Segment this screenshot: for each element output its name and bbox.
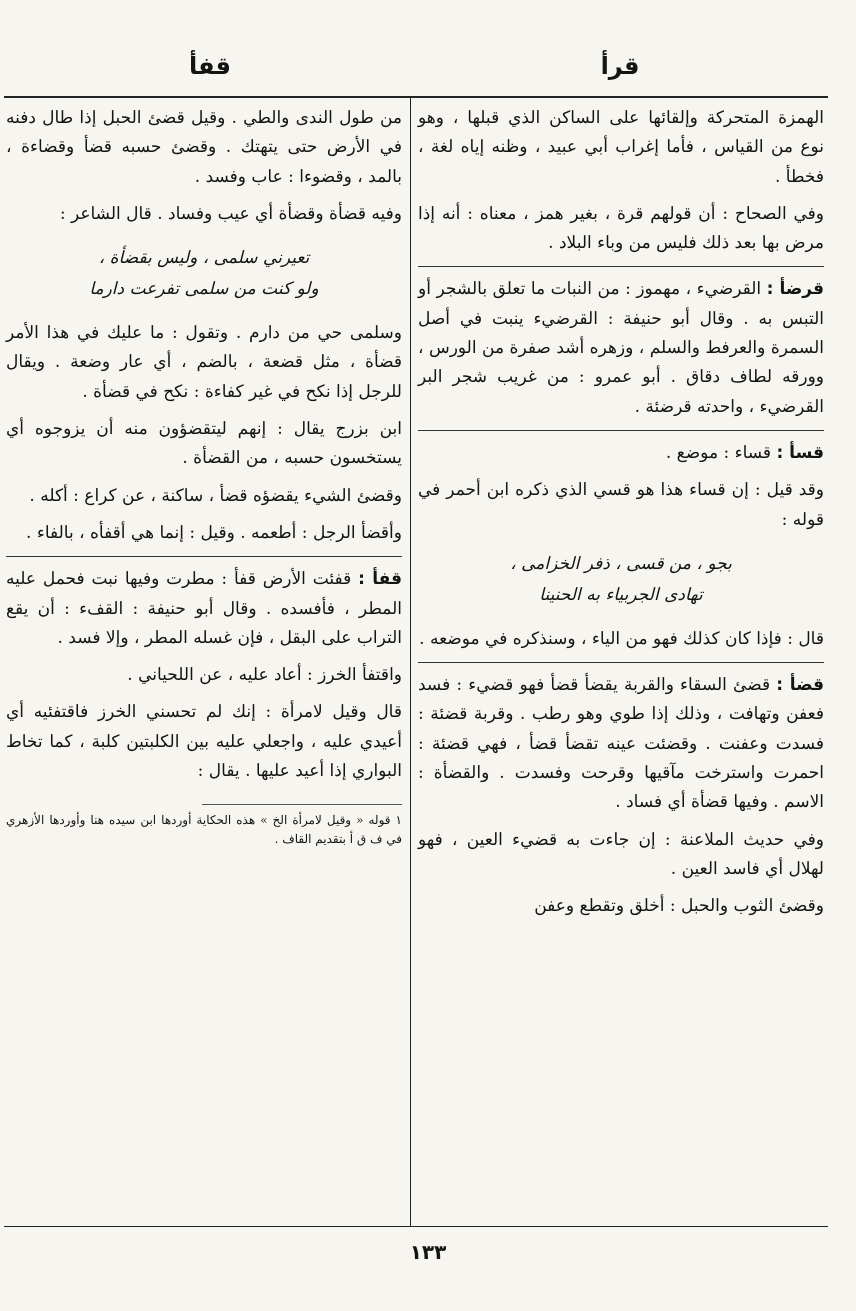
right-column xyxy=(418,104,824,930)
running-head-left: قفأ xyxy=(189,52,231,80)
paragraph: وقد قيل : إن قساء هذا هو قسي الذي ذكره ابن أحمر في قوله : xyxy=(418,480,824,530)
footnote-rule xyxy=(202,804,402,805)
paragraph: قال : فإذا كان كذلك فهو من الياء ، وسنذكره في موضعه . xyxy=(419,628,824,649)
paragraph: ابن بزرج يقال : إنهم ليتقضؤون منه أن يزوجوه أي يستخسون حسبه ، من القضأة . xyxy=(6,419,402,469)
verse-line: تهادى الجربياء به الحنينا xyxy=(539,584,703,605)
footer-rule xyxy=(4,1226,828,1227)
paragraph: وفي الصحاح : أن قولهم قرة ، بغير همز ، معناه : أنه إذا مرض بها بعد ذلك فليس من وباء البلاد . xyxy=(418,203,824,254)
paragraph: وفيه قضأة وقضأة أي عيب وفساد . قال الشاعر : xyxy=(59,203,402,224)
entry-body: قساء : موضع . xyxy=(665,442,772,463)
verse xyxy=(6,243,402,305)
running-head-right: قرأ xyxy=(600,52,640,80)
verse-line: تعيرني سلمى ، وليس بقضأة ، xyxy=(98,248,310,269)
verse-line: بجو ، من قسى ، ذفر الخزامى ، xyxy=(510,553,732,574)
entry-qurd xyxy=(418,266,824,421)
paragraph: وفي حديث الملاعنة : إن جاءت به قضيء العين ، فهو لهلال أي فاسد العين . xyxy=(418,829,824,879)
column-divider xyxy=(410,98,411,1226)
paragraph: وقضئ الشيء يقضؤه قضأ ، ساكنة ، عن كراع : أكله . xyxy=(29,485,402,506)
verse-line: ولو كنت من سلمى تفرعت دارما xyxy=(89,279,319,300)
left-column xyxy=(6,104,402,857)
paragraph: وسلمى حي من دارم . وتقول : ما عليك في هذا الأمر قضأة ، مثل قضعة ، بالضم ، أي عار وضعة . ويقال للرجل إذا نكح في غير كفاءة : نكح في قضأة . xyxy=(6,323,402,402)
headword: قضأ : xyxy=(776,675,825,696)
headword: قسأ : xyxy=(776,442,824,463)
verse xyxy=(418,549,824,611)
entry-qasa xyxy=(418,430,824,468)
entry-qada xyxy=(418,662,824,817)
paragraph: واقتفأ الخرز : أعاد عليه ، عن اللحياني . xyxy=(127,665,402,686)
paragraph: وأقضأ الرجل : أطعمه . وقيل : إنما هي أقفأه ، بالفاء . xyxy=(26,522,402,543)
paragraph: من طول الندى والطي . وقيل قضئ الحبل إذا طال دفنه في الأرض حتى يتهتك . وقضئ حسبه قضأ وقضاءة ، بالمد ، وقضوءا : عاب وفسد . xyxy=(6,108,402,187)
paragraph: وقضئ الثوب والحبل : أخلق وتقطع وعفن xyxy=(534,896,824,917)
headword: قرضأ : xyxy=(766,279,825,300)
paragraph: الهمزة المتحركة وإلقائها على الساكن الذي قبلها ، وهو نوع من القياس ، فأما إغراب أبي عبيد ، وظنه إياه لغة ، فخطأ . xyxy=(418,108,824,187)
entry-qafa xyxy=(6,556,402,653)
footnote: ١ قوله « وقيل لامرأة الخ » هذه الحكاية أوردها ابن سيده هنا وأوردها الأزهري في ف ق أ بتقديم القاف . xyxy=(6,813,402,847)
entry-body: القرضيء ، مهموز : من النبات ما تعلق بالشجر أو التبس به . وقال أبو حنيفة : القرضيء ينبت في أصل السمرة والعرفط والسلم ، وزهره أشد صفرة من الورس ، وورقه لطاف دقاق . أبو عمرو : من غريب شجر البر القرضيء ، واحدته قرضئة . xyxy=(418,279,824,417)
headword: قفأ : xyxy=(358,569,402,590)
paragraph: قال وقيل لامرأة : إنك لم تحسني الخرز فاقتفئيه أي أعيدي عليه ، واجعلي عليه بين الكلبتين كلبة ، كما تخاط البواري إذا أعيد عليها . يقال : xyxy=(6,702,402,782)
page-number: ١٣٣ xyxy=(409,1240,447,1264)
entry-body: قفئت الأرض قفأ : مطرت وفيها نبت فحمل عليه المطر ، فأفسده . وقال أبو حنيفة : القفء : أن يقع التراب على البقل ، فإن غسله المطر ، وإلا فسد . xyxy=(6,569,402,648)
header-rule xyxy=(4,96,828,98)
entry-body: قضئ السقاء والقربة يقضأ قضأ فهو قضيء : فسد فعفن وتهافت ، وذلك إذا طوي وهو رطب . وقربة قضئة : فسدت وعفنت . وقضئت عينه تقضأ قضأ ، فهي قضئة : احمرت واسترخت مآقيها وقرحت وفسدت . والقضأة : الاسم . وفيها قضأة أي فساد . xyxy=(418,675,824,813)
